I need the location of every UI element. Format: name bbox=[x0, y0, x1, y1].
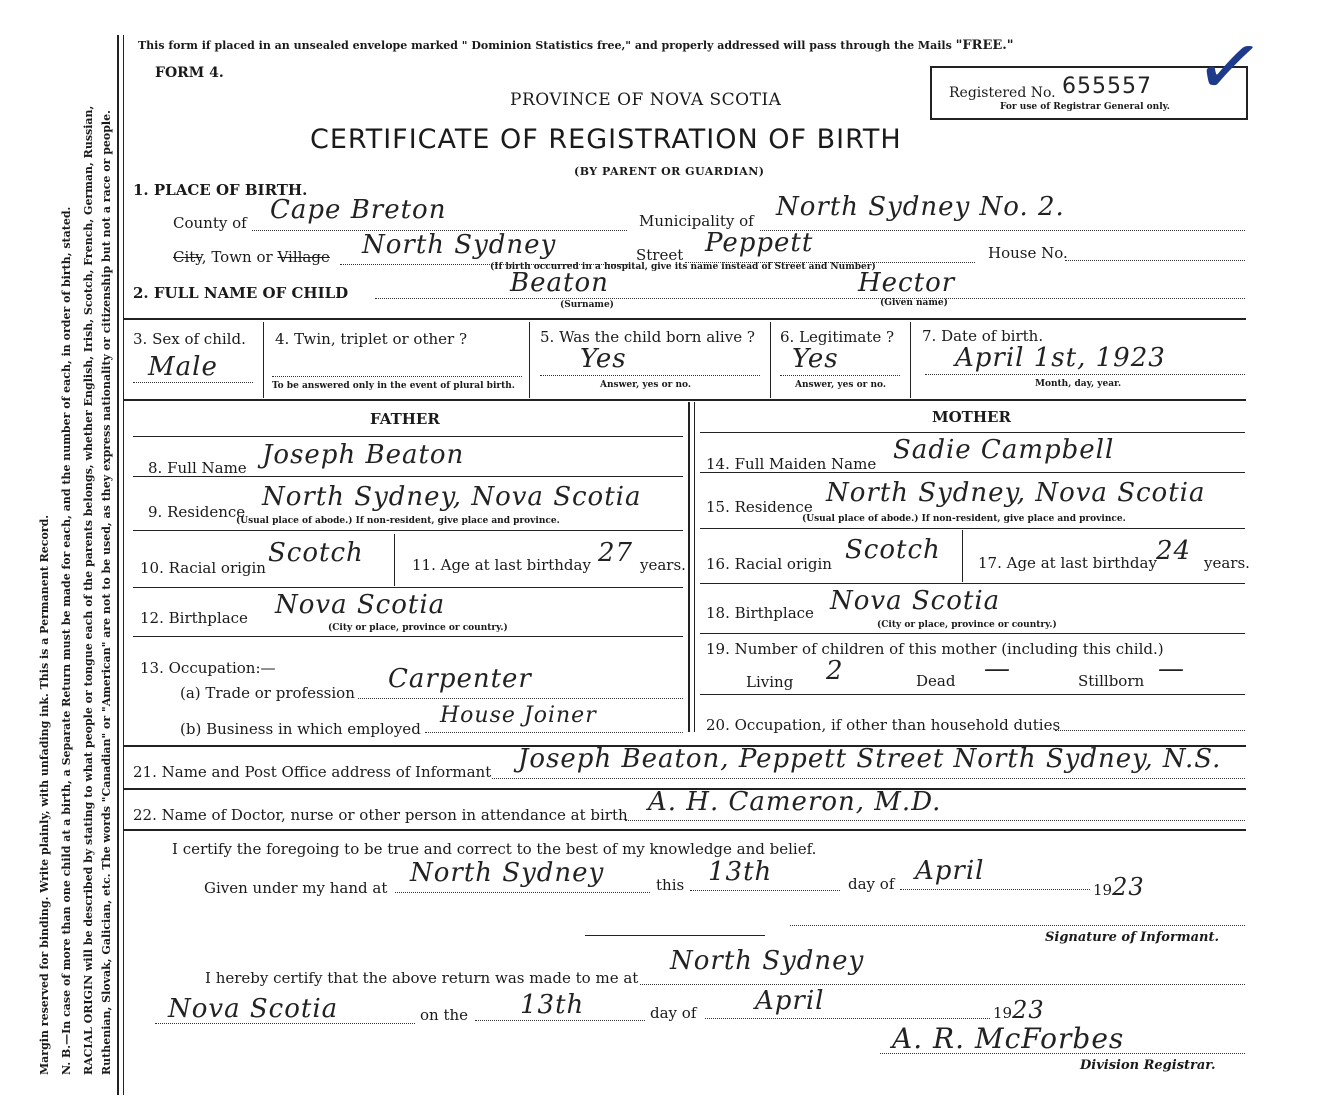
registrar-note: For use of Registrar General only. bbox=[1000, 102, 1170, 112]
legitimate-line bbox=[780, 375, 900, 376]
house-number-label: House No. bbox=[988, 244, 1068, 262]
registrar-signature-line bbox=[880, 1053, 1245, 1054]
child-name-label: 2. FULL NAME OF CHILD bbox=[133, 284, 349, 302]
certificate-title: CERTIFICATE OF REGISTRATION OF BIRTH bbox=[310, 124, 902, 155]
mother-heading-rule bbox=[700, 432, 1245, 433]
given-place-value: North Sydney bbox=[410, 858, 605, 888]
informant-line bbox=[492, 778, 1245, 779]
mother-name-label: 14. Full Maiden Name bbox=[706, 455, 877, 473]
registrar-signature: A. R. McForbes bbox=[892, 1022, 1125, 1055]
father-birthplace-line bbox=[133, 636, 683, 637]
parents-divider-inner bbox=[694, 402, 695, 732]
house-number-line bbox=[1065, 260, 1245, 261]
informant-signature-line bbox=[585, 935, 765, 936]
living-label: Living bbox=[746, 673, 794, 691]
doctor-rule bbox=[124, 829, 1246, 831]
registrar-on-the-label: on the bbox=[420, 1006, 469, 1024]
town-value: North Sydney bbox=[362, 230, 557, 260]
doctor-line bbox=[625, 820, 1245, 821]
margin-note-binding: Margin reserved for binding. Write plainly, with unfading ink. This is a Permanent Record. bbox=[38, 514, 51, 1075]
row3-divider-3 bbox=[770, 322, 771, 398]
doctor-value: A. H. Cameron, M.D. bbox=[648, 787, 942, 817]
street-label: Street bbox=[636, 246, 684, 264]
mother-residence-value: North Sydney, Nova Scotia bbox=[826, 478, 1206, 508]
child-name-line bbox=[375, 298, 1245, 299]
margin-note-racial-origin: RACIAL ORIGIN will be described by stating to what people or tongue each of the parents belongs, whether English, Irish, Scotch, French, German, Russian, bbox=[82, 105, 95, 1075]
registrar-province-line bbox=[155, 1023, 415, 1024]
mother-residence-line bbox=[700, 528, 1245, 529]
dob-line bbox=[925, 374, 1245, 375]
mother-residence-label: 15. Residence bbox=[706, 498, 813, 516]
parents-divider bbox=[688, 402, 690, 732]
row3-divider-4 bbox=[910, 322, 911, 398]
legitimate-note: Answer, yes or no. bbox=[795, 380, 886, 390]
mother-heading: MOTHER bbox=[932, 408, 1011, 426]
child-given-value: Hector bbox=[858, 268, 956, 298]
father-birthplace-note: (City or place, province or country.) bbox=[328, 623, 508, 633]
registrar-day-of-label: day of bbox=[650, 1004, 697, 1022]
cert-year: 1923 bbox=[1093, 873, 1145, 901]
margin-note-racial-origin-cont: Ruthenian, Slovak, Galician, etc. The words "Canadian" or "American" are not to be used, as they express nationality or citizenship but not a race or people. bbox=[100, 110, 113, 1075]
mail-note: This form if placed in an unsealed envelope marked " Dominion Statistics free," and properly addressed will pass through the Mails "FREE." bbox=[138, 38, 1014, 53]
twin-line bbox=[272, 376, 522, 377]
mother-race-label: 16. Racial origin bbox=[706, 555, 832, 573]
margin-rule-inner bbox=[123, 35, 124, 1095]
registrar-on-the-line bbox=[475, 1020, 645, 1021]
father-business-value: House Joiner bbox=[440, 703, 597, 728]
father-name-value: Joseph Beaton bbox=[262, 440, 465, 470]
town-label: City, Town or Village bbox=[173, 248, 330, 266]
stillborn-value: — bbox=[1158, 654, 1185, 684]
mother-birthplace-label: 18. Birthplace bbox=[706, 604, 814, 622]
father-race-label: 10. Racial origin bbox=[140, 559, 266, 577]
father-residence-note: (Usual place of abode.) If non-resident, give place and province. bbox=[236, 516, 560, 526]
row3-top-rule bbox=[124, 318, 1246, 320]
street-value: Peppett bbox=[705, 228, 814, 258]
dob-value: April 1st, 1923 bbox=[955, 343, 1166, 373]
row3-divider-1 bbox=[263, 322, 264, 398]
sex-label: 3. Sex of child. bbox=[133, 330, 246, 348]
registrar-place-line bbox=[640, 984, 1245, 985]
province-heading: PROVINCE OF NOVA SCOTIA bbox=[510, 90, 782, 110]
form-number: FORM 4. bbox=[155, 65, 224, 81]
father-heading-rule bbox=[133, 436, 683, 437]
dead-value: — bbox=[984, 654, 1011, 684]
father-race-line bbox=[133, 587, 683, 588]
father-race-divider bbox=[394, 534, 395, 586]
mother-name-line bbox=[700, 472, 1245, 473]
registrar-statement: I hereby certify that the above return was made to me at bbox=[205, 969, 639, 987]
father-business-label: (b) Business in which employed bbox=[180, 720, 421, 738]
certification-statement: I certify the foregoing to be true and correct to the best of my knowledge and belief. bbox=[172, 840, 817, 858]
registrar-month-value: April bbox=[755, 986, 825, 1016]
dead-label: Dead bbox=[916, 672, 956, 690]
father-trade-line bbox=[358, 698, 683, 699]
mother-birthplace-note: (City or place, province or country.) bbox=[877, 620, 1057, 630]
municipality-label: Municipality of bbox=[639, 212, 754, 230]
mother-birthplace-value: Nova Scotia bbox=[830, 586, 1001, 616]
alive-line bbox=[540, 375, 760, 376]
registrar-place-value: North Sydney bbox=[670, 946, 865, 976]
twin-label: 4. Twin, triplet or other ? bbox=[275, 330, 467, 348]
mother-age-unit: years. bbox=[1204, 554, 1250, 572]
alive-value: Yes bbox=[580, 344, 627, 374]
mother-occupation-line bbox=[1055, 730, 1245, 731]
living-value: 2 bbox=[826, 656, 844, 686]
father-trade-label: (a) Trade or profession bbox=[180, 684, 355, 702]
checkmark-icon: ✓ bbox=[1188, 15, 1270, 120]
father-age-unit: years. bbox=[640, 556, 686, 574]
certificate-subtitle: (BY PARENT OR GUARDIAN) bbox=[574, 165, 765, 178]
mother-race-line bbox=[700, 583, 1245, 584]
doctor-label: 22. Name of Doctor, nurse or other person in attendance at birth bbox=[133, 806, 628, 824]
father-race-value: Scotch bbox=[268, 538, 364, 568]
cert-month-value: April bbox=[915, 856, 985, 886]
registrar-caption: Division Registrar. bbox=[1080, 1058, 1216, 1073]
dob-label: 7. Date of birth. bbox=[922, 327, 1044, 345]
father-birthplace-label: 12. Birthplace bbox=[140, 609, 248, 627]
mother-race-divider bbox=[962, 530, 963, 582]
this-value: 13th bbox=[708, 857, 773, 887]
municipality-value: North Sydney No. 2. bbox=[776, 192, 1065, 222]
father-birthplace-value: Nova Scotia bbox=[275, 590, 446, 620]
stillborn-label: Stillborn bbox=[1078, 672, 1145, 690]
place-of-birth-heading: 1. PLACE OF BIRTH. bbox=[133, 181, 308, 199]
mother-age-label: 17. Age at last birthday bbox=[978, 554, 1157, 572]
father-occupation-label: 13. Occupation:— bbox=[140, 659, 276, 677]
margin-note-multiple-births: N. B.—In case of more than one child at a birth, a Separate Return must be made for each, and the number of each, in order of birth, stated. bbox=[60, 206, 73, 1075]
child-surname-value: Beaton bbox=[510, 268, 609, 298]
registrar-on-the-value: 13th bbox=[520, 990, 585, 1020]
dob-note: Month, day, year. bbox=[1035, 379, 1122, 389]
registrar-province-value: Nova Scotia bbox=[168, 994, 339, 1024]
legitimate-label: 6. Legitimate ? bbox=[780, 328, 895, 346]
mother-age-value: 24 bbox=[1156, 536, 1192, 566]
county-label: County of bbox=[173, 214, 247, 232]
county-value: Cape Breton bbox=[270, 195, 447, 225]
father-name-label: 8. Full Name bbox=[148, 459, 247, 477]
father-residence-value: North Sydney, Nova Scotia bbox=[262, 482, 642, 512]
mother-name-value: Sadie Campbell bbox=[893, 435, 1115, 465]
sex-value: Male bbox=[148, 352, 218, 382]
mother-race-value: Scotch bbox=[845, 535, 941, 565]
father-residence-label: 9. Residence bbox=[148, 503, 246, 521]
informant-label: 21. Name and Post Office address of Informant bbox=[133, 763, 492, 781]
hospital-note: (If birth occurred in a hospital, give its name instead of Street and Number) bbox=[490, 262, 876, 272]
mother-birthplace-line bbox=[700, 633, 1245, 634]
this-label: this bbox=[656, 876, 685, 894]
alive-label: 5. Was the child born alive ? bbox=[540, 328, 755, 346]
registrar-month-line bbox=[705, 1018, 990, 1019]
mother-children-label: 19. Number of children of this mother (including this child.) bbox=[706, 640, 1164, 658]
informant-signature-caption: Signature of Informant. bbox=[1045, 930, 1219, 945]
this-line bbox=[690, 890, 840, 891]
municipality-line bbox=[760, 230, 1245, 231]
children-line bbox=[700, 694, 1245, 695]
father-trade-value: Carpenter bbox=[388, 664, 532, 694]
cert-day-of-label: day of bbox=[848, 875, 895, 893]
father-age-value: 27 bbox=[598, 538, 634, 568]
mother-occupation-label: 20. Occupation, if other than household duties bbox=[706, 716, 1061, 734]
mother-residence-note: (Usual place of abode.) If non-resident, give place and province. bbox=[802, 514, 1126, 524]
father-name-line bbox=[133, 476, 683, 477]
twin-note: To be answered only in the event of plural birth. bbox=[272, 381, 515, 391]
given-place-line bbox=[395, 892, 650, 893]
legitimate-value: Yes bbox=[792, 344, 839, 374]
father-business-line bbox=[425, 732, 683, 733]
given-label: Given under my hand at bbox=[204, 879, 388, 897]
father-age-label: 11. Age at last birthday bbox=[412, 556, 591, 574]
sex-line bbox=[133, 382, 253, 383]
margin-rule bbox=[117, 35, 119, 1095]
registered-label: Registered No. bbox=[949, 85, 1056, 101]
informant-value: Joseph Beaton, Peppett Street North Sydney, N.S. bbox=[518, 744, 1222, 774]
father-heading: FATHER bbox=[370, 410, 440, 428]
row3-divider-2 bbox=[529, 322, 530, 398]
registered-value: 655557 bbox=[1062, 74, 1152, 99]
cert-month-line bbox=[900, 889, 1090, 890]
row3-bottom-rule bbox=[124, 399, 1246, 401]
given-name-caption: (Given name) bbox=[880, 298, 948, 308]
informant-signature-dots bbox=[790, 925, 1245, 926]
alive-note: Answer, yes or no. bbox=[600, 380, 691, 390]
father-residence-line bbox=[133, 530, 683, 531]
surname-caption: (Surname) bbox=[560, 300, 614, 310]
registrar-year: 1923 bbox=[993, 996, 1045, 1024]
